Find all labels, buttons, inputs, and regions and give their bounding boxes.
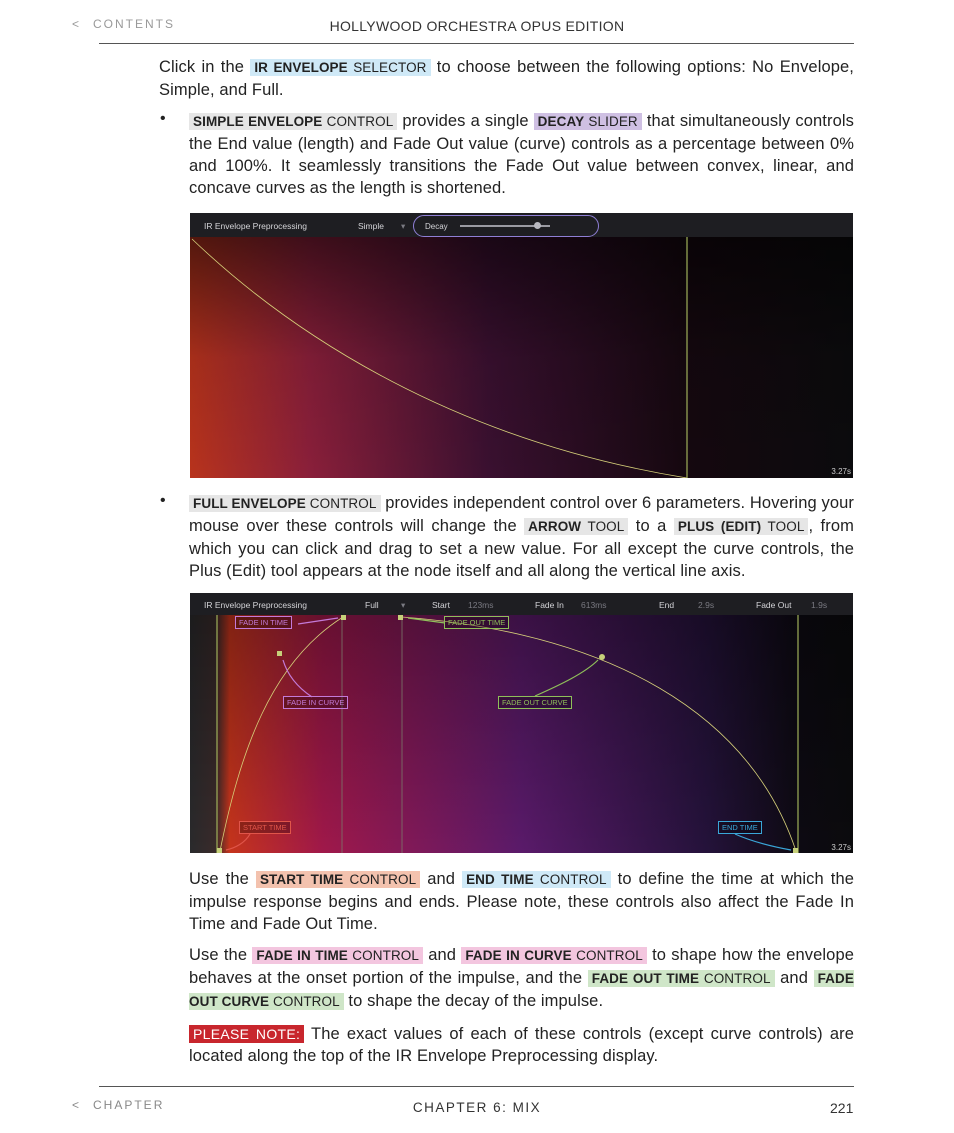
fade-in-curve-control-tag: FADE IN CURVE CONTROL	[461, 947, 647, 964]
start-value[interactable]: 123ms	[468, 600, 494, 610]
bullet-dot: •	[160, 492, 166, 509]
end-value[interactable]: 2.9s	[698, 600, 715, 610]
fade-out-curve-label: FADE OUT CURVE	[498, 696, 572, 709]
contents-label: CONTENTS	[93, 17, 176, 31]
bullet-dot: •	[160, 110, 166, 127]
fade-in-node[interactable]	[341, 615, 346, 620]
simple-envelope-paragraph: SIMPLE ENVELOPE CONTROL provides a single DECAY SLIDER that simultaneously controls the End value (length) and Fade Out value (curve) controls as a percentage between 0% and 100%. It seamlessly transitions the Fade Out value between convex, linear, and concave curves as the length is shortened.	[189, 112, 854, 197]
end-time-control-tag: END TIME CONTROL	[462, 871, 611, 888]
chapter-label: CHAPTER	[93, 1098, 165, 1112]
time-readout: 3.27s	[831, 843, 851, 852]
fade-paragraph: Use the FADE IN TIME CONTROL and FADE IN CURVE CONTROL to shape how the envelope behaves at the onset portion of the impulse, and the FADE OUT TIME CONTROL and FADE OUT CURVE CONTROL to shape the decay of the impulse.	[189, 946, 855, 1010]
decay-label: Decay	[425, 222, 448, 231]
panel-title: IR Envelope Preprocessing	[204, 600, 308, 610]
panel-toolbar	[190, 593, 853, 615]
decay-slider-tag: DECAY SLIDER	[534, 113, 642, 130]
end-node[interactable]	[793, 848, 798, 853]
footer-rule	[99, 1086, 854, 1087]
back-arrow-icon: <	[72, 17, 82, 31]
start-label: Start	[432, 600, 450, 610]
full-envelope-control-tag: FULL ENVELOPE CONTROL	[189, 495, 381, 512]
start-time-control-tag: START TIME CONTROL	[256, 871, 420, 888]
fade-in-value[interactable]: 613ms	[581, 600, 607, 610]
header-rule	[99, 43, 854, 44]
fade-in-curve-label: FADE IN CURVE	[283, 696, 348, 709]
start-time-label: START TIME	[239, 821, 291, 834]
decay-slider-highlight[interactable]	[413, 215, 599, 237]
fade-out-value[interactable]: 1.9s	[811, 600, 828, 610]
ir-envelope-full-panel	[190, 593, 853, 853]
back-arrow-icon: <	[72, 1098, 82, 1112]
fade-in-label: Fade In	[535, 600, 564, 610]
simple-envelope-control-tag: SIMPLE ENVELOPE CONTROL	[189, 113, 397, 130]
fade-out-label: Fade Out	[756, 600, 792, 610]
fade-out-node[interactable]	[398, 615, 403, 620]
fade-out-time-control-tag: FADE OUT TIME CONTROL	[588, 970, 775, 987]
end-label: End	[659, 600, 675, 610]
intro-paragraph: Click in the IR ENVELOPE SELECTOR to choose between the following options: No Envelope, Simple, and Full.	[159, 58, 854, 99]
ir-envelope-selector-tag: IR ENVELOPE SELECTOR	[250, 59, 430, 76]
page-number: 221	[830, 1100, 854, 1116]
chevron-down-icon: ▾	[401, 221, 406, 231]
fade-out-time-label: FADE OUT TIME	[444, 616, 509, 629]
end-time-label: END TIME	[718, 821, 762, 834]
fade-out-curve-control-tag: FADE OUT CURVE CONTROL	[189, 971, 854, 1009]
arrow-tool-tag: ARROW TOOL	[524, 518, 628, 535]
fade-in-time-label: FADE IN TIME	[235, 616, 292, 629]
envelope-mode-select[interactable]: Simple	[358, 221, 384, 231]
decay-slider-knob[interactable]	[534, 222, 541, 229]
note-paragraph: PLEASE NOTE: The exact values of each of these controls (except curve controls) are located along the top of the IR Envelope Preprocessing display.	[189, 1025, 854, 1065]
envelope-mode-select[interactable]: Full	[365, 600, 379, 610]
please-note-badge: PLEASE NOTE:	[189, 1025, 304, 1043]
ir-envelope-simple-panel	[190, 213, 853, 478]
chapter-title: CHAPTER 6: MIX	[412, 1100, 542, 1115]
fade-out-curve-node[interactable]	[599, 654, 605, 660]
plus-edit-tool-tag: PLUS (EDIT) TOOL	[674, 518, 809, 535]
full-envelope-paragraph: FULL ENVELOPE CONTROL provides independent control over 6 parameters. Hovering your mouse over these controls will change the ARROW TOOL to a PLUS (EDIT) TOOL , from which you can click and drag to set a new value. For all except the curve controls, the Plus (Edit) tool appears at the node itself and all along the vertical line axis.	[189, 494, 854, 580]
fade-in-time-control-tag: FADE IN TIME CONTROL	[252, 947, 423, 964]
panel-title: IR Envelope Preprocessing	[204, 221, 308, 231]
start-end-paragraph: Use the START TIME CONTROL and END TIME CONTROL to define the time at which the impulse response begins and ends. Please note, these controls also affect the Fade In Time and Fade Out Time.	[189, 870, 855, 933]
fade-in-curve-node[interactable]	[277, 651, 282, 656]
chevron-down-icon: ▾	[401, 600, 406, 610]
start-node[interactable]	[217, 848, 222, 853]
document-title: HOLLYWOOD ORCHESTRA OPUS EDITION	[329, 18, 625, 34]
simple-spectrogram	[190, 213, 853, 478]
time-readout: 3.27s	[831, 467, 851, 476]
full-spectrogram	[190, 593, 853, 853]
